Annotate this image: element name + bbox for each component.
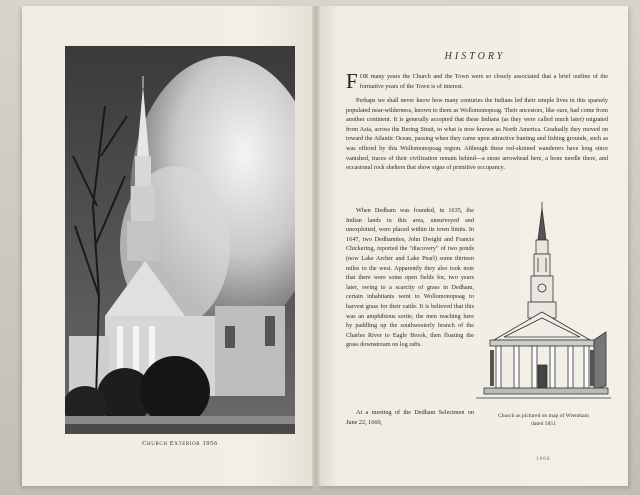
paragraph-indians: Perhaps we shall never know how many centuries the Indians led their simple lives in this sparsely populated near-wilderness, known to them as Wollomonopoag. Their ancestors, like ours, had come from another continent. It is generally accepted that these Indians (as they were called much later) migrated from Asia, across the Bering Strait, to what is now known as North America. Gradually they moved on toward the Atlantic Ocean, passing when they came upon attractive hunting and fishing grounds, such as was offered by this Wollomonopoag region. Although these red-skinned wanderers have long since vanished, traces of their civilization remain behind—a stone arrowhead here, a bone needle there, and occasional rock shelters that show signs of primitive occupancy. (346, 97, 608, 172)
engraving-caption (476, 412, 611, 428)
paragraph-dedham: When Dedham was founded, in 1635, the Indian lands in this area, unsurveyed and unexploited, were placed within its town limits. In 1647, two Dedhamites, John Dwight and Francis Chickering, reported the "discovery" of two ponds (now Lake Archer and Lake Pearl) some thirteen miles to the west. Apparently they also took note that there were some open fields for, two years later, owing to a scarcity of grass in Dedham, certain inhabitants went to Wollomonopoag to harvest grass for their cattle. It is believed that this was an amphibious sortie, the men reaching here by paddling up the southwesterly branch of the Charles River to Eagle Brook, then floating the grass downstream on log rafts. (346, 207, 474, 349)
page-number: 1660 (536, 456, 551, 462)
book-gutter (312, 6, 320, 486)
paragraph-intro (346, 69, 608, 93)
photo-caption: Church Exterior 1956 (142, 440, 218, 447)
drop-cap: F (346, 69, 358, 93)
engraving-caption-line-2: dated 1851 (531, 421, 556, 427)
paragraph-intro-text: OR many years the Church and the Town were so closely associated that a brief outline of the formative years of the Town is of interest. (359, 73, 608, 90)
page-title: HISTORY (444, 51, 506, 62)
church-exterior-photo (65, 46, 295, 434)
paragraph-selectmen: At a meeting of the Dedham Selectmen on June 22, 1660, (346, 409, 474, 426)
engraving-caption-line-1: Church as pictured on map of Wrentham (497, 413, 589, 419)
church-engraving (476, 200, 611, 405)
